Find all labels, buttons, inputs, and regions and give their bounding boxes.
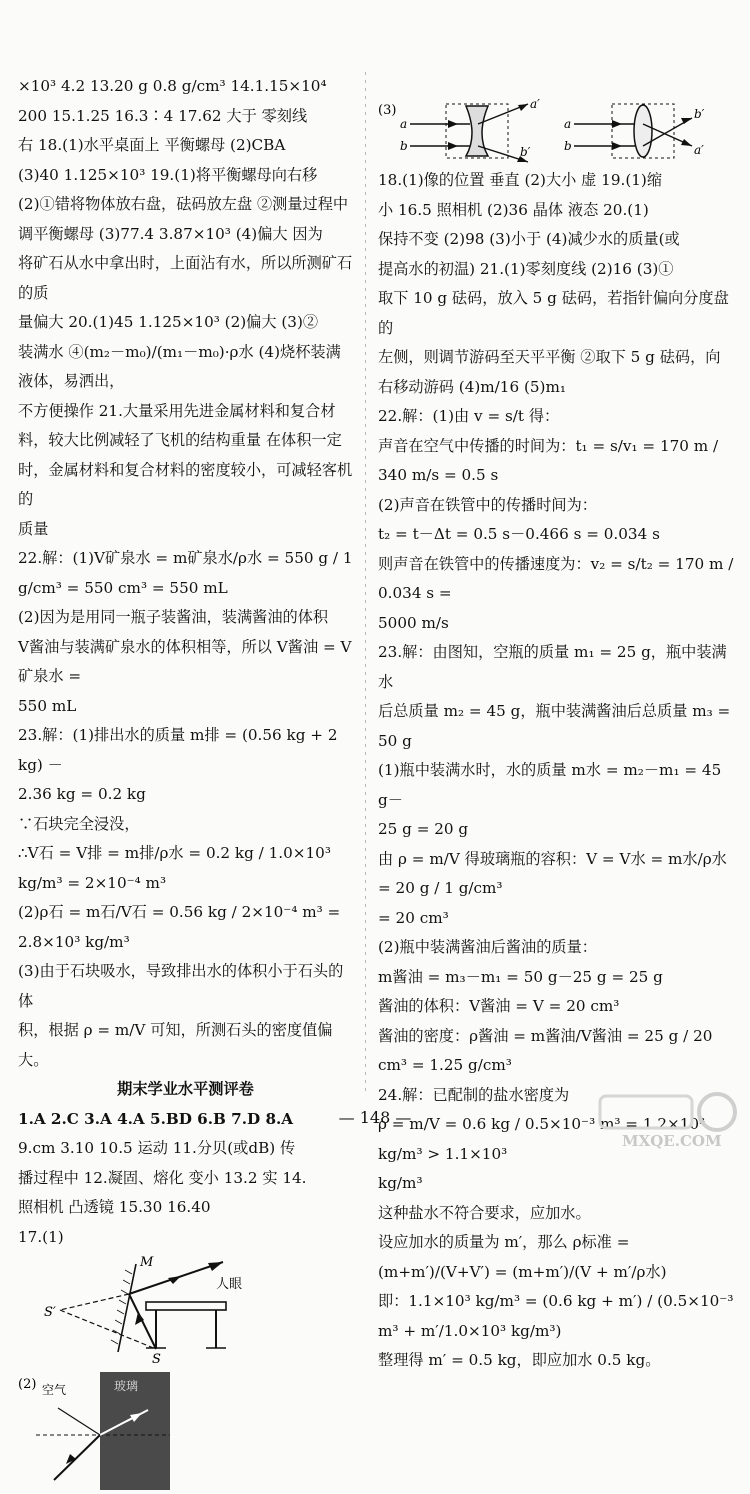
text-line: 积，根据 ρ = m/V 可知，所测石头的密度值偏大。 <box>18 1021 333 1069</box>
text-line: 22.解：(1)V矿泉水 = m矿泉水/ρ水 = 550 g / 1 g/cm³ = 550 cm³ = 550 mL <box>18 549 353 597</box>
text-line: 整理得 m′ = 0.5 kg，即应加水 0.5 kg。 <box>378 1351 661 1369</box>
text-line: ρ = m/V = 0.6 kg / 0.5×10⁻³ m³ = 1.2×10³ kg/m³ > 1.1×10³ <box>378 1115 706 1163</box>
text-line: (2)声音在铁管中的传播时间为： <box>378 495 597 514</box>
text-line: = 20 cm³ <box>378 908 449 927</box>
text-line: 调平衡螺母 (3)77.4 3.87×10³ (4)偏大 因为 <box>18 224 323 243</box>
text-line: 保持不变 (2)98 (3)小于 (4)减少水的质量(或 <box>378 230 680 248</box>
text-line: (2)因为是用同一瓶子装酱油，装满酱油的体积 <box>18 608 329 626</box>
text-line: t₂ = t－Δt = 0.5 s－0.466 s = 0.034 s <box>378 525 660 543</box>
ray-b2-out: b′ <box>694 107 705 121</box>
answer-line: 17.(1) <box>18 1227 64 1246</box>
text-line: 取下 10 g 砝码，放入 5 g 砝码，若指针偏向分度盘的 <box>378 289 729 337</box>
text-line: 料，较大比例减轻了飞机的结构重量 在体积一定 <box>18 431 342 449</box>
text-line: V酱油与装满矿泉水的体积相等，所以 V酱油 = V矿泉水 = <box>18 637 352 685</box>
text-line: 左侧，则调节游码至天平平衡 ②取下 5 g 砝码，向 <box>378 348 721 366</box>
section-title: 期末学业水平测评卷 <box>117 1080 254 1098</box>
text-line: ∴V石 = V排 = m排/ρ水 = 0.2 kg / 1.0×10³ kg/m³ = 2×10⁻⁴ m³ <box>18 844 331 892</box>
label-glass: 玻璃 <box>114 1379 139 1393</box>
label-M: M <box>140 1255 154 1270</box>
text-line: 量偏大 20.(1)45 1.125×10³ (2)偏大 (3)② <box>18 313 319 331</box>
refraction-diagram <box>18 1368 318 1494</box>
fig-label: (2) <box>18 1377 37 1392</box>
watermark-text: MXQE.COM <box>622 1132 722 1150</box>
text-line: 后总质量 m₂ = 45 g，瓶中装满酱油后总质量 m₃ = 50 g <box>378 702 731 750</box>
text-line: 质量 <box>18 519 49 538</box>
right-column <box>378 96 734 1376</box>
text-line: m酱油 = m₃－m₁ = 50 g－25 g = 25 g <box>378 967 663 986</box>
text-line: 23.解：由图知，空瓶的质量 m₁ = 25 g，瓶中装满水 <box>378 643 727 691</box>
text-line: 酱油的密度：ρ酱油 = m酱油/V酱油 = 25 g / 20 cm³ = 1.25 g/cm³ <box>378 1026 713 1074</box>
label-S-prime: S′ <box>44 1305 56 1320</box>
text-line: 550 mL <box>18 696 77 715</box>
ray-a-out: a′ <box>530 97 540 111</box>
text-line: 22.解：(1)由 v = s/t 得： <box>378 407 560 425</box>
text-line: 装满水 ④(m₂－m₀)/(m₁－m₀)·ρ水 (4)烧杯装满液体，易洒出， <box>18 342 341 390</box>
answer-line: 9.cm 3.10 10.5 运动 11.分贝(或dB) 传 <box>18 1139 296 1157</box>
ray-b-out: b′ <box>520 145 531 159</box>
text-line: 24.解：已配制的盐水密度为 <box>378 1085 570 1104</box>
fig-label: (3) <box>378 103 397 118</box>
text-line: 23.解：(1)排出水的质量 m排 = (0.56 kg + 2 kg) － <box>18 726 338 774</box>
text-line: 右移动游码 (4)m/16 (5)m₁ <box>378 377 566 396</box>
ray-a: a <box>400 117 408 131</box>
text-line: 声音在空气中传播的时间为：t₁ = s/v₁ = 170 m / 340 m/s = 0.5 s <box>378 436 719 484</box>
text-line: 5000 m/s <box>378 613 449 632</box>
text-line: 酱油的体积：V酱油 = V = 20 cm³ <box>378 997 620 1015</box>
text-line: 时，金属材料和复合材料的密度较小，可减轻客机的 <box>18 460 353 508</box>
text-line: ×10³ 4.2 13.20 g 0.8 g/cm³ 14.1.15×10⁴ <box>18 77 327 95</box>
text-line: kg/m³ <box>378 1174 423 1192</box>
text-line: 将矿石从水中拿出时，上面沾有水，所以所测矿石的质 <box>18 254 353 302</box>
column-separator <box>365 72 366 1092</box>
label-eye: 人眼 <box>216 1277 243 1292</box>
text-line: 右 18.(1)水平桌面上 平衡螺母 (2)CBA <box>18 136 286 154</box>
left-column <box>18 72 353 1494</box>
ray-b2: b <box>564 139 572 153</box>
text-line: 不方便操作 21.大量采用先进金属材料和复合材 <box>18 401 336 420</box>
text-line: 2.36 kg = 0.2 kg <box>18 785 146 803</box>
text-line: 18.(1)像的位置 垂直 (2)大小 虚 19.(1)缩 <box>378 171 663 189</box>
answer-line: 照相机 凸透镜 15.30 16.40 <box>18 1198 211 1216</box>
ray-a2-out: a′ <box>694 143 704 157</box>
text-line: (2)ρ石 = m石/V石 = 0.56 kg / 2×10⁻⁴ m³ = 2.8×10³ kg/m³ <box>18 903 341 951</box>
text-line: (1)瓶中装满水时，水的质量 m水 = m₂－m₁ = 45 g－ <box>378 761 722 809</box>
answer-line: 播过程中 12.凝固、熔化 变小 13.2 实 14. <box>18 1168 307 1187</box>
text-line: ∵石块完全浸没， <box>18 814 140 833</box>
watermark-logo <box>592 1088 742 1150</box>
text-line: (2)瓶中装满酱油后酱油的质量： <box>378 938 597 956</box>
text-line: (2)①错将物体放右盘，砝码放左盘 ②测量过程中 <box>18 195 349 213</box>
lens-diagram <box>378 96 734 166</box>
ray-a2: a <box>564 117 572 131</box>
answer-line: 1.A 2.C 3.A 4.A 5.BD 6.B 7.D 8.A <box>18 1109 294 1128</box>
ray-b: b <box>400 139 408 153</box>
label-air: 空气 <box>42 1383 67 1397</box>
text-line: 25 g = 20 g <box>378 820 469 838</box>
text-line: 即：1.1×10³ kg/m³ = (0.6 kg + m′) / (0.5×10⁻³ m³ + m′/1.0×10³ kg/m³) <box>378 1292 734 1340</box>
mirror-reflection-diagram <box>18 1252 318 1364</box>
text-line: 提高水的初温) 21.(1)零刻度线 (2)16 (3)① <box>378 259 674 278</box>
text-line: (3)40 1.125×10³ 19.(1)将平衡螺母向右移 <box>18 165 318 184</box>
text-line: 设应加水的质量为 m′，那么 ρ标准 = (m+m′)/(V+V′) = (m+m′)/(V + m′/ρ水) <box>378 1233 667 1281</box>
text-line: 由 ρ = m/V 得玻璃瓶的容积：V = V水 = m水/ρ水 = 20 g / 1 g/cm³ <box>378 849 727 897</box>
text-line: 200 15.1.25 16.3∶4 17.62 大于 零刻线 <box>18 106 308 125</box>
page-number: — 148 — <box>338 1108 412 1127</box>
text-line: 则声音在铁管中的传播速度为：v₂ = s/t₂ = 170 m / 0.034 s = <box>378 554 734 602</box>
text-line: (3)由于石块吸水，导致排出水的体积小于石头的体 <box>18 962 344 1010</box>
text-line: 小 16.5 照相机 (2)36 晶体 液态 20.(1) <box>378 200 649 219</box>
label-S: S <box>152 1352 161 1364</box>
text-line: 这种盐水不符合要求，应加水。 <box>378 1203 591 1222</box>
